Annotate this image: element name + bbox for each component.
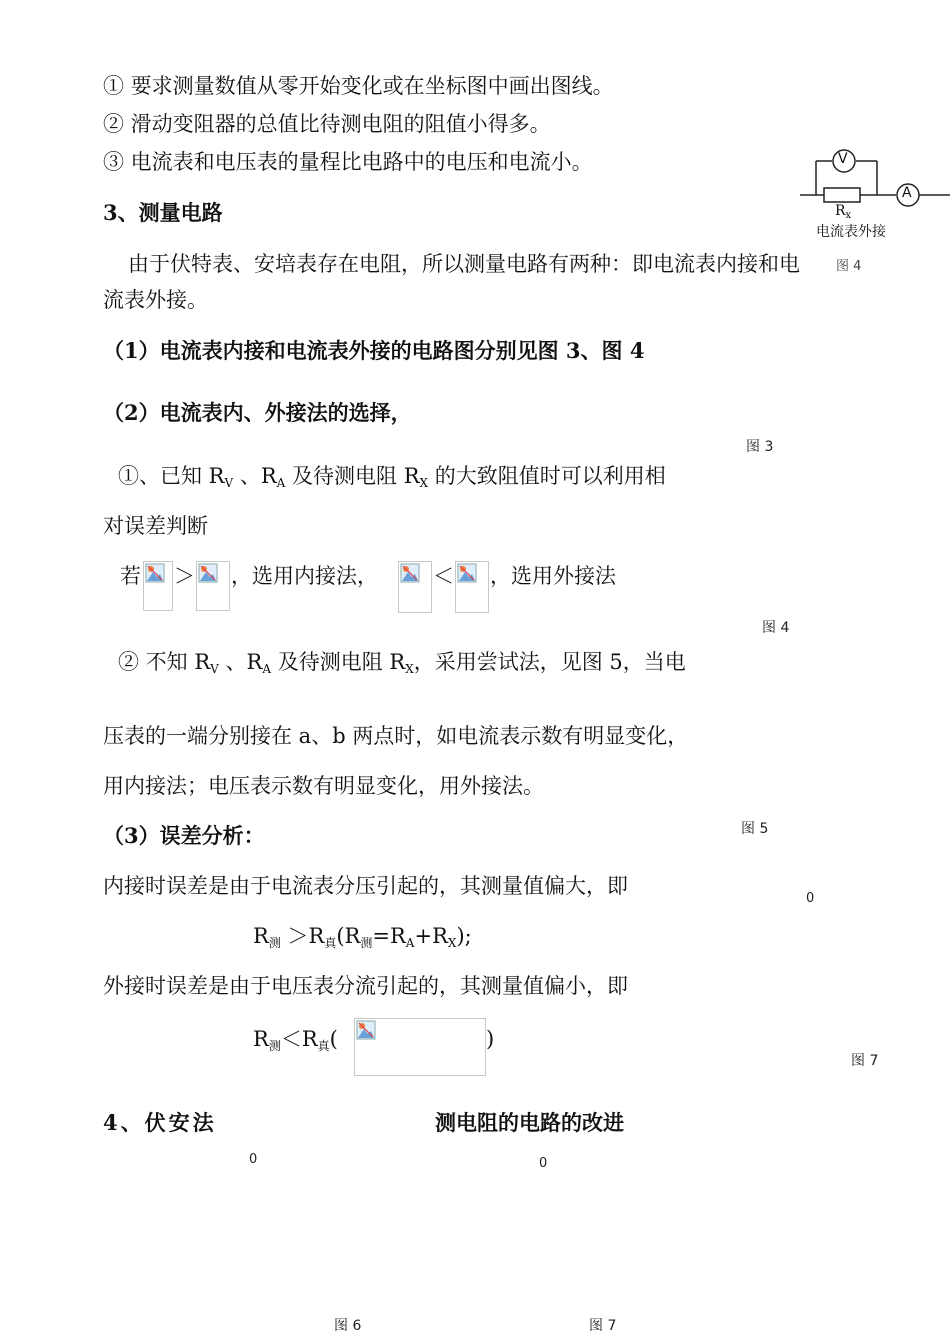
formula-open: (	[329, 1027, 338, 1051]
inner-method-text: ，选用内接法，	[231, 564, 378, 588]
condition-2-continued-1: 压表的一端分别接在 a、b 两点时，如电流表示数有明显变化，	[103, 724, 689, 748]
subscript-x: X	[419, 476, 429, 490]
paragraph-measure-circuit-cont: 流表外接。	[103, 288, 208, 312]
subscript-x: X	[405, 662, 414, 676]
condition-2-text-d: ，采用尝试法，见图 5，当电	[413, 650, 686, 674]
subscript-true: 真	[317, 1039, 330, 1053]
formula-gt: ＞R	[280, 924, 325, 948]
subscript-measured: 测	[268, 936, 281, 950]
subscript-v: V	[224, 476, 234, 490]
section-heading-3: 3、测量电路	[103, 200, 223, 225]
zero-marker: 0	[806, 891, 815, 906]
condition-1-text-d: 的大致阻值时可以利用相	[428, 464, 666, 488]
resistor-sub: x	[845, 210, 852, 221]
criterion-2: ② 滑动变阻器的总值比待测电阻的阻值小得多。	[103, 112, 551, 136]
formula-image-2	[196, 561, 230, 611]
broken-image-placeholder	[354, 1018, 486, 1076]
resistor-icon	[824, 188, 860, 202]
formula-r: R	[253, 1027, 269, 1051]
condition-1-text-a: ①、已知 R	[118, 464, 225, 488]
broken-image-icon	[457, 563, 477, 583]
subscript-measured: 测	[268, 1039, 281, 1053]
broken-image-placeholder	[196, 561, 230, 611]
zero-marker: 0	[249, 1152, 258, 1167]
resistor-r: R	[835, 203, 846, 219]
comparison-if: 若	[120, 564, 141, 588]
condition-2-line	[118, 648, 686, 679]
paragraph-measure-circuit: 由于伏特表、安培表存在电阻，所以测量电路有两种：即电流表内接和电	[128, 252, 800, 276]
subscript-x: X	[447, 936, 457, 950]
formula-open: (R	[336, 924, 361, 948]
zero-marker: 0	[539, 1156, 548, 1171]
broken-image-placeholder	[398, 561, 432, 613]
subscript-true: 真	[324, 936, 337, 950]
condition-2-text-a: ② 不知 R	[118, 650, 211, 674]
criterion-1: ① 要求测量数值从零开始变化或在坐标图中画出图线。	[103, 74, 614, 98]
outer-method-text: ，选用外接法	[490, 564, 616, 588]
subsection-2: （2）电流表内、外接法的选择，	[103, 400, 412, 425]
broken-image-icon	[400, 563, 420, 583]
subsection-1: （1）电流表内接和电流表外接的电路图分别见图 3、图 4	[103, 338, 645, 363]
voltmeter-label: V	[838, 151, 848, 167]
section-heading-4: 4、伏安法	[103, 1110, 217, 1135]
formula-image-1	[143, 561, 173, 611]
broken-image-placeholder	[455, 561, 489, 613]
broken-image-icon	[198, 563, 218, 583]
broken-image-icon	[356, 1020, 376, 1040]
formula-plus: +R	[414, 924, 448, 948]
subscript-v: V	[210, 662, 219, 676]
condition-1-line	[118, 462, 666, 493]
subscript-a: A	[262, 662, 272, 676]
subsection-3: （3）误差分析：	[103, 823, 265, 848]
figure-caption-4: 图 4	[762, 620, 790, 636]
subscript-a: A	[405, 936, 415, 950]
formula-image-3	[398, 561, 432, 613]
figure-caption-7-right: 图 7	[851, 1053, 879, 1069]
formula-eq: =R	[372, 924, 406, 948]
figure-caption-7-bottom: 图 7	[589, 1318, 617, 1334]
subscript-measured: 测	[360, 936, 373, 950]
section-heading-4-cont: 测电阻的电路的改进	[435, 1110, 624, 1135]
condition-2-text-c: 及待测电阻 R	[271, 650, 406, 674]
figure-caption-5: 图 5	[741, 821, 769, 837]
formula-close: );	[456, 924, 472, 948]
circuit-caption: 电流表外接	[816, 224, 886, 240]
figure-caption-3: 图 3	[746, 439, 774, 455]
circuit-diagram-external	[800, 143, 950, 243]
broken-image-placeholder	[143, 561, 173, 611]
broken-image-icon	[145, 563, 165, 583]
condition-2-continued-2: 用内接法；电压表示数有明显变化，用外接法。	[103, 774, 544, 798]
formula-image-5	[354, 1018, 486, 1076]
condition-1-continued: 对误差判断	[103, 514, 208, 538]
formula-outer-close: )	[486, 1027, 495, 1051]
condition-1-text-c: 及待测电阻 R	[285, 464, 420, 488]
ammeter-label: A	[902, 185, 912, 201]
condition-2-text-b: 、R	[218, 650, 263, 674]
condition-1-text-b: 、R	[233, 464, 277, 488]
formula-inner	[253, 922, 472, 953]
formula-r: R	[253, 924, 269, 948]
inner-error-text: 内接时误差是由于电流表分压引起的，其测量值偏大，即	[103, 874, 628, 898]
less-than-sign: ＜	[433, 564, 454, 588]
criterion-3: ③ 电流表和电压表的量程比电路中的电压和电流小。	[103, 150, 593, 174]
figure-caption-6: 图 6	[334, 1318, 362, 1334]
resistor-label	[835, 203, 851, 219]
greater-than-sign: ＞	[174, 564, 195, 588]
formula-outer	[253, 1025, 338, 1056]
formula-lt: ＜R	[280, 1027, 318, 1051]
figure-caption-4-overlap: 图 4	[836, 259, 862, 274]
subscript-a: A	[276, 476, 286, 490]
outer-error-text: 外接时误差是由于电压表分流引起的，其测量值偏小，即	[103, 974, 628, 998]
formula-image-4	[455, 561, 489, 613]
